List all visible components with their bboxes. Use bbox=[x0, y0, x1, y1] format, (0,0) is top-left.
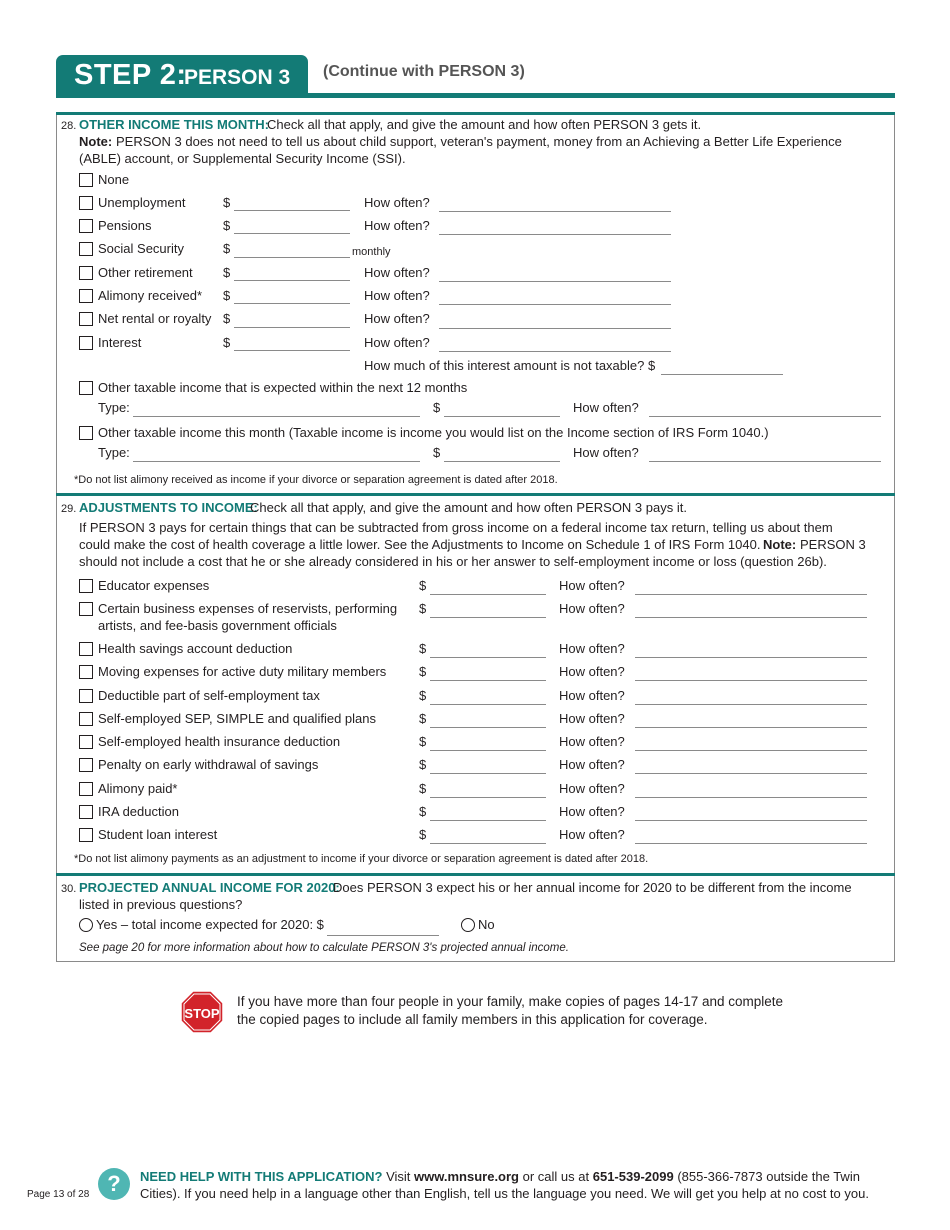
yes-radio[interactable] bbox=[79, 918, 93, 932]
q29-title: ADJUSTMENTS TO INCOME: bbox=[79, 500, 258, 515]
help-line2: Cities). If you need help in a language other than English, tell us the language you need. We will get you help at no cost to you. bbox=[140, 1186, 869, 1201]
student-loan-checkbox[interactable] bbox=[79, 828, 93, 842]
interest-checkbox[interactable] bbox=[79, 336, 93, 350]
adjustment-label: Deductible part of self-employment tax bbox=[98, 688, 320, 703]
help-or-call: or call us at bbox=[522, 1169, 590, 1184]
dollar-sign: $ bbox=[419, 641, 427, 656]
help-line1 bbox=[140, 1169, 860, 1185]
adjustment-label: Health savings account deduction bbox=[98, 641, 293, 656]
header-subtitle: (Continue with PERSON 3) bbox=[323, 63, 525, 80]
income-label: Unemployment bbox=[98, 195, 186, 210]
income-label: Social Security bbox=[98, 241, 184, 256]
stop-line2: the copied pages to include all family members in this application for coverage. bbox=[237, 1012, 708, 1027]
stop-line1: If you have more than four people in your family, make copies of pages 14-17 and complete bbox=[237, 994, 784, 1009]
reservists-amount-field[interactable] bbox=[430, 617, 546, 618]
stop-sign-icon bbox=[180, 990, 224, 1034]
q30-question-line1: Does PERSON 3 expect his or her annual income for 2020 to be different from the income bbox=[333, 880, 852, 895]
q29-para-line1: If PERSON 3 pays for certain things that can be subtracted from gross income on a federal income tax return, telling us about them bbox=[79, 520, 833, 535]
help-title: NEED HELP WITH THIS APPLICATION? bbox=[140, 1169, 383, 1184]
q29-para-line2: could make the cost of health coverage a little lower. See the Adjustments to Income on Schedule 1 of IRS Form 1040. bbox=[79, 537, 761, 552]
q29-intro: Check all that apply, and give the amount and how often PERSON 3 pays it. bbox=[250, 500, 687, 515]
educator-checkbox[interactable] bbox=[79, 579, 93, 593]
adjustment-label: Educator expenses bbox=[98, 578, 210, 593]
dollar-sign: $ bbox=[433, 445, 441, 460]
dollar-sign: $ bbox=[419, 688, 427, 703]
other-expected-label: Other taxable income that is expected within the next 12 months bbox=[98, 380, 468, 395]
page-number: Page 13 of 28 bbox=[27, 1189, 90, 1200]
adjustment-label: IRA deduction bbox=[98, 804, 179, 819]
dollar-sign: $ bbox=[223, 311, 231, 326]
educator-amount-field[interactable] bbox=[430, 594, 546, 595]
se-tax-frequency-field[interactable] bbox=[635, 704, 867, 705]
step-label: STEP 2: bbox=[74, 59, 187, 91]
se-health-checkbox[interactable] bbox=[79, 735, 93, 749]
how-often-label: How often? bbox=[364, 288, 430, 303]
q29-note-label: Note: bbox=[763, 537, 797, 552]
interest-frequency-field[interactable] bbox=[439, 351, 671, 352]
other-expected-frequency-field[interactable] bbox=[649, 416, 881, 417]
adjustment-label: Alimony paid* bbox=[98, 781, 178, 796]
pensions-frequency-field[interactable] bbox=[439, 234, 671, 235]
net-rental-checkbox[interactable] bbox=[79, 312, 93, 326]
reservists-frequency-field[interactable] bbox=[635, 617, 867, 618]
dollar-sign: $ bbox=[223, 265, 231, 280]
adjustment-label: Certain business expenses of reservists, performing bbox=[98, 601, 398, 616]
how-often-label: How often? bbox=[559, 601, 625, 616]
penalty-frequency-field[interactable] bbox=[635, 773, 867, 774]
alimony-received-checkbox[interactable] bbox=[79, 289, 93, 303]
unemployment-amount-field[interactable] bbox=[234, 210, 350, 211]
how-often-label: How often? bbox=[559, 757, 625, 772]
pensions-checkbox[interactable] bbox=[79, 219, 93, 233]
dollar-sign: $ bbox=[223, 241, 231, 256]
q28-note-label: Note: bbox=[79, 134, 113, 149]
how-often-label: How often? bbox=[559, 711, 625, 726]
hsa-frequency-field[interactable] bbox=[635, 657, 867, 658]
other-this-month-checkbox[interactable] bbox=[79, 426, 93, 440]
ira-frequency-field[interactable] bbox=[635, 820, 867, 821]
alimony-paid-amount-field[interactable] bbox=[430, 797, 546, 798]
interest-amount-field[interactable] bbox=[234, 350, 350, 351]
dollar-sign: $ bbox=[419, 601, 427, 616]
educator-frequency-field[interactable] bbox=[635, 594, 867, 595]
sep-amount-field[interactable] bbox=[430, 727, 546, 728]
q28-title: OTHER INCOME THIS MONTH: bbox=[79, 117, 269, 132]
no-radio[interactable] bbox=[461, 918, 475, 932]
no-label: No bbox=[478, 917, 495, 932]
moving-frequency-field[interactable] bbox=[635, 680, 867, 681]
alimony-received-frequency-field[interactable] bbox=[439, 304, 671, 305]
hsa-amount-field[interactable] bbox=[430, 657, 546, 658]
how-often-label: How often? bbox=[573, 445, 639, 460]
person-label: PERSON 3 bbox=[184, 66, 291, 89]
unemployment-frequency-field[interactable] bbox=[439, 211, 671, 212]
other-retirement-amount-field[interactable] bbox=[234, 280, 350, 281]
se-health-frequency-field[interactable] bbox=[635, 750, 867, 751]
other-this-month-label: Other taxable income this month (Taxable income is income you would list on the Income section of IRS Form 1040.) bbox=[98, 425, 769, 440]
sep-checkbox[interactable] bbox=[79, 712, 93, 726]
adjustment-label: Student loan interest bbox=[98, 827, 218, 842]
type-label: Type: bbox=[98, 400, 130, 415]
alimony-paid-checkbox[interactable] bbox=[79, 782, 93, 796]
q30-title: PROJECTED ANNUAL INCOME FOR 2020: bbox=[79, 880, 340, 895]
q30-question-line2: listed in previous questions? bbox=[79, 897, 243, 912]
how-often-label: How often? bbox=[364, 195, 430, 210]
alimony-received-amount-field[interactable] bbox=[234, 303, 350, 304]
how-often-label: How often? bbox=[364, 335, 430, 350]
none-checkbox[interactable] bbox=[79, 173, 93, 187]
dollar-sign: $ bbox=[419, 757, 427, 772]
dollar-sign: $ bbox=[419, 664, 427, 679]
other-retirement-checkbox[interactable] bbox=[79, 266, 93, 280]
reservists-checkbox[interactable] bbox=[79, 602, 93, 616]
dollar-sign: $ bbox=[419, 827, 427, 842]
dollar-sign: $ bbox=[223, 335, 231, 350]
other-this-month-type-field[interactable] bbox=[133, 461, 420, 462]
adjustment-label: Self-employed health insurance deduction bbox=[98, 734, 341, 749]
how-often-label: How often? bbox=[559, 827, 625, 842]
how-often-label: How often? bbox=[559, 641, 625, 656]
adjustment-label: Self-employed SEP, SIMPLE and qualified plans bbox=[98, 711, 376, 726]
help-site-link[interactable]: www.mnsure.org bbox=[414, 1169, 519, 1184]
moving-amount-field[interactable] bbox=[430, 680, 546, 681]
how-often-label: How often? bbox=[559, 578, 625, 593]
how-often-label: How often? bbox=[364, 218, 430, 233]
alimony-paid-frequency-field[interactable] bbox=[635, 797, 867, 798]
student-loan-amount-field[interactable] bbox=[430, 843, 546, 844]
q29-divider bbox=[56, 493, 895, 496]
header-rule bbox=[56, 93, 895, 98]
panel-top-rule bbox=[56, 112, 895, 115]
dollar-sign: $ bbox=[223, 288, 231, 303]
se-tax-amount-field[interactable] bbox=[430, 704, 546, 705]
help-rest: (855-366-7873 outside the Twin bbox=[677, 1169, 860, 1184]
dollar-sign: $ bbox=[419, 734, 427, 749]
income-label: Net rental or royalty bbox=[98, 311, 212, 326]
help-visit: Visit bbox=[386, 1169, 411, 1184]
net-rental-amount-field[interactable] bbox=[234, 327, 350, 328]
hsa-checkbox[interactable] bbox=[79, 642, 93, 656]
step-header-tab bbox=[56, 55, 308, 97]
help-question-icon: ? bbox=[98, 1168, 130, 1200]
q29-para-line3: should not include a cost that he or she already considered in his or her answer to self-employment income or loss (question 26b). bbox=[79, 554, 827, 569]
yes-label: Yes – total income expected for 2020: $ bbox=[96, 917, 324, 932]
dollar-sign: $ bbox=[419, 804, 427, 819]
income-label: Other retirement bbox=[98, 265, 193, 280]
q28-number: 28. bbox=[61, 120, 77, 132]
q30-number: 30. bbox=[61, 883, 77, 895]
q28-footnote: *Do not list alimony received as income if your divorce or separation agreement is dated after 2018. bbox=[74, 474, 558, 486]
se-tax-checkbox[interactable] bbox=[79, 689, 93, 703]
social-security-checkbox[interactable] bbox=[79, 242, 93, 256]
moving-checkbox[interactable] bbox=[79, 665, 93, 679]
nontaxable-question: How much of this interest amount is not taxable? $ bbox=[364, 358, 656, 373]
adjustment-label-line2: artists, and fee-basis government officials bbox=[98, 618, 337, 633]
q30-divider bbox=[56, 873, 895, 876]
how-often-label: How often? bbox=[559, 664, 625, 679]
how-often-label: How often? bbox=[364, 265, 430, 280]
pensions-amount-field[interactable] bbox=[234, 233, 350, 234]
q28-note-line2: (ABLE) account, or Supplemental Security Income (SSI). bbox=[79, 151, 406, 166]
q29-number: 29. bbox=[61, 503, 77, 515]
other-retirement-frequency-field[interactable] bbox=[439, 281, 671, 282]
type-label: Type: bbox=[98, 445, 130, 460]
dollar-sign: $ bbox=[419, 578, 427, 593]
social-security-amount-field[interactable] bbox=[234, 257, 350, 258]
dollar-sign: $ bbox=[223, 218, 231, 233]
none-label: None bbox=[98, 172, 130, 187]
penalty-checkbox[interactable] bbox=[79, 758, 93, 772]
sep-frequency-field[interactable] bbox=[635, 727, 867, 728]
how-often-label: How often? bbox=[559, 781, 625, 796]
other-expected-checkbox[interactable] bbox=[79, 381, 93, 395]
other-expected-type-field[interactable] bbox=[133, 416, 420, 417]
stop-sign-text: STOP bbox=[184, 1006, 220, 1021]
how-often-label: How often? bbox=[559, 734, 625, 749]
penalty-amount-field[interactable] bbox=[430, 773, 546, 774]
student-loan-frequency-field[interactable] bbox=[635, 843, 867, 844]
other-expected-amount-field[interactable] bbox=[444, 416, 560, 417]
expected-income-field[interactable] bbox=[327, 935, 439, 936]
help-phone[interactable]: 651-539-2099 bbox=[592, 1169, 674, 1184]
how-often-label: How often? bbox=[559, 804, 625, 819]
unemployment-checkbox[interactable] bbox=[79, 196, 93, 210]
dollar-sign: $ bbox=[433, 400, 441, 415]
ira-checkbox[interactable] bbox=[79, 805, 93, 819]
other-this-month-frequency-field[interactable] bbox=[649, 461, 881, 462]
ira-amount-field[interactable] bbox=[430, 820, 546, 821]
dollar-sign: $ bbox=[419, 711, 427, 726]
how-often-label: How often? bbox=[573, 400, 639, 415]
nontaxable-amount-field[interactable] bbox=[661, 374, 783, 375]
q29-para-line2b: PERSON 3 bbox=[800, 537, 866, 552]
other-this-month-amount-field[interactable] bbox=[444, 461, 560, 462]
q30-see-page: See page 20 for more information about how to calculate PERSON 3's projected annual income. bbox=[79, 942, 569, 954]
q29-footnote: *Do not list alimony payments as an adjustment to income if your divorce or separation agreement is dated after 2018. bbox=[74, 853, 649, 865]
income-label: Pensions bbox=[98, 218, 152, 233]
income-label: Interest bbox=[98, 335, 142, 350]
adjustment-label: Penalty on early withdrawal of savings bbox=[98, 757, 319, 772]
adjustment-label: Moving expenses for active duty military members bbox=[98, 664, 387, 679]
q28-intro: Check all that apply, and give the amount and how often PERSON 3 gets it. bbox=[267, 117, 702, 132]
se-health-amount-field[interactable] bbox=[430, 750, 546, 751]
income-label: Alimony received* bbox=[98, 288, 203, 303]
dollar-sign: $ bbox=[223, 195, 231, 210]
net-rental-frequency-field[interactable] bbox=[439, 328, 671, 329]
q28-note-line1: PERSON 3 does not need to tell us about child support, veteran's payment, money from an Achieving a Better Life Experience bbox=[116, 134, 842, 149]
dollar-sign: $ bbox=[419, 781, 427, 796]
how-often-label: How often? bbox=[364, 311, 430, 326]
how-often-label: How often? bbox=[559, 688, 625, 703]
monthly-label: monthly bbox=[352, 246, 391, 258]
